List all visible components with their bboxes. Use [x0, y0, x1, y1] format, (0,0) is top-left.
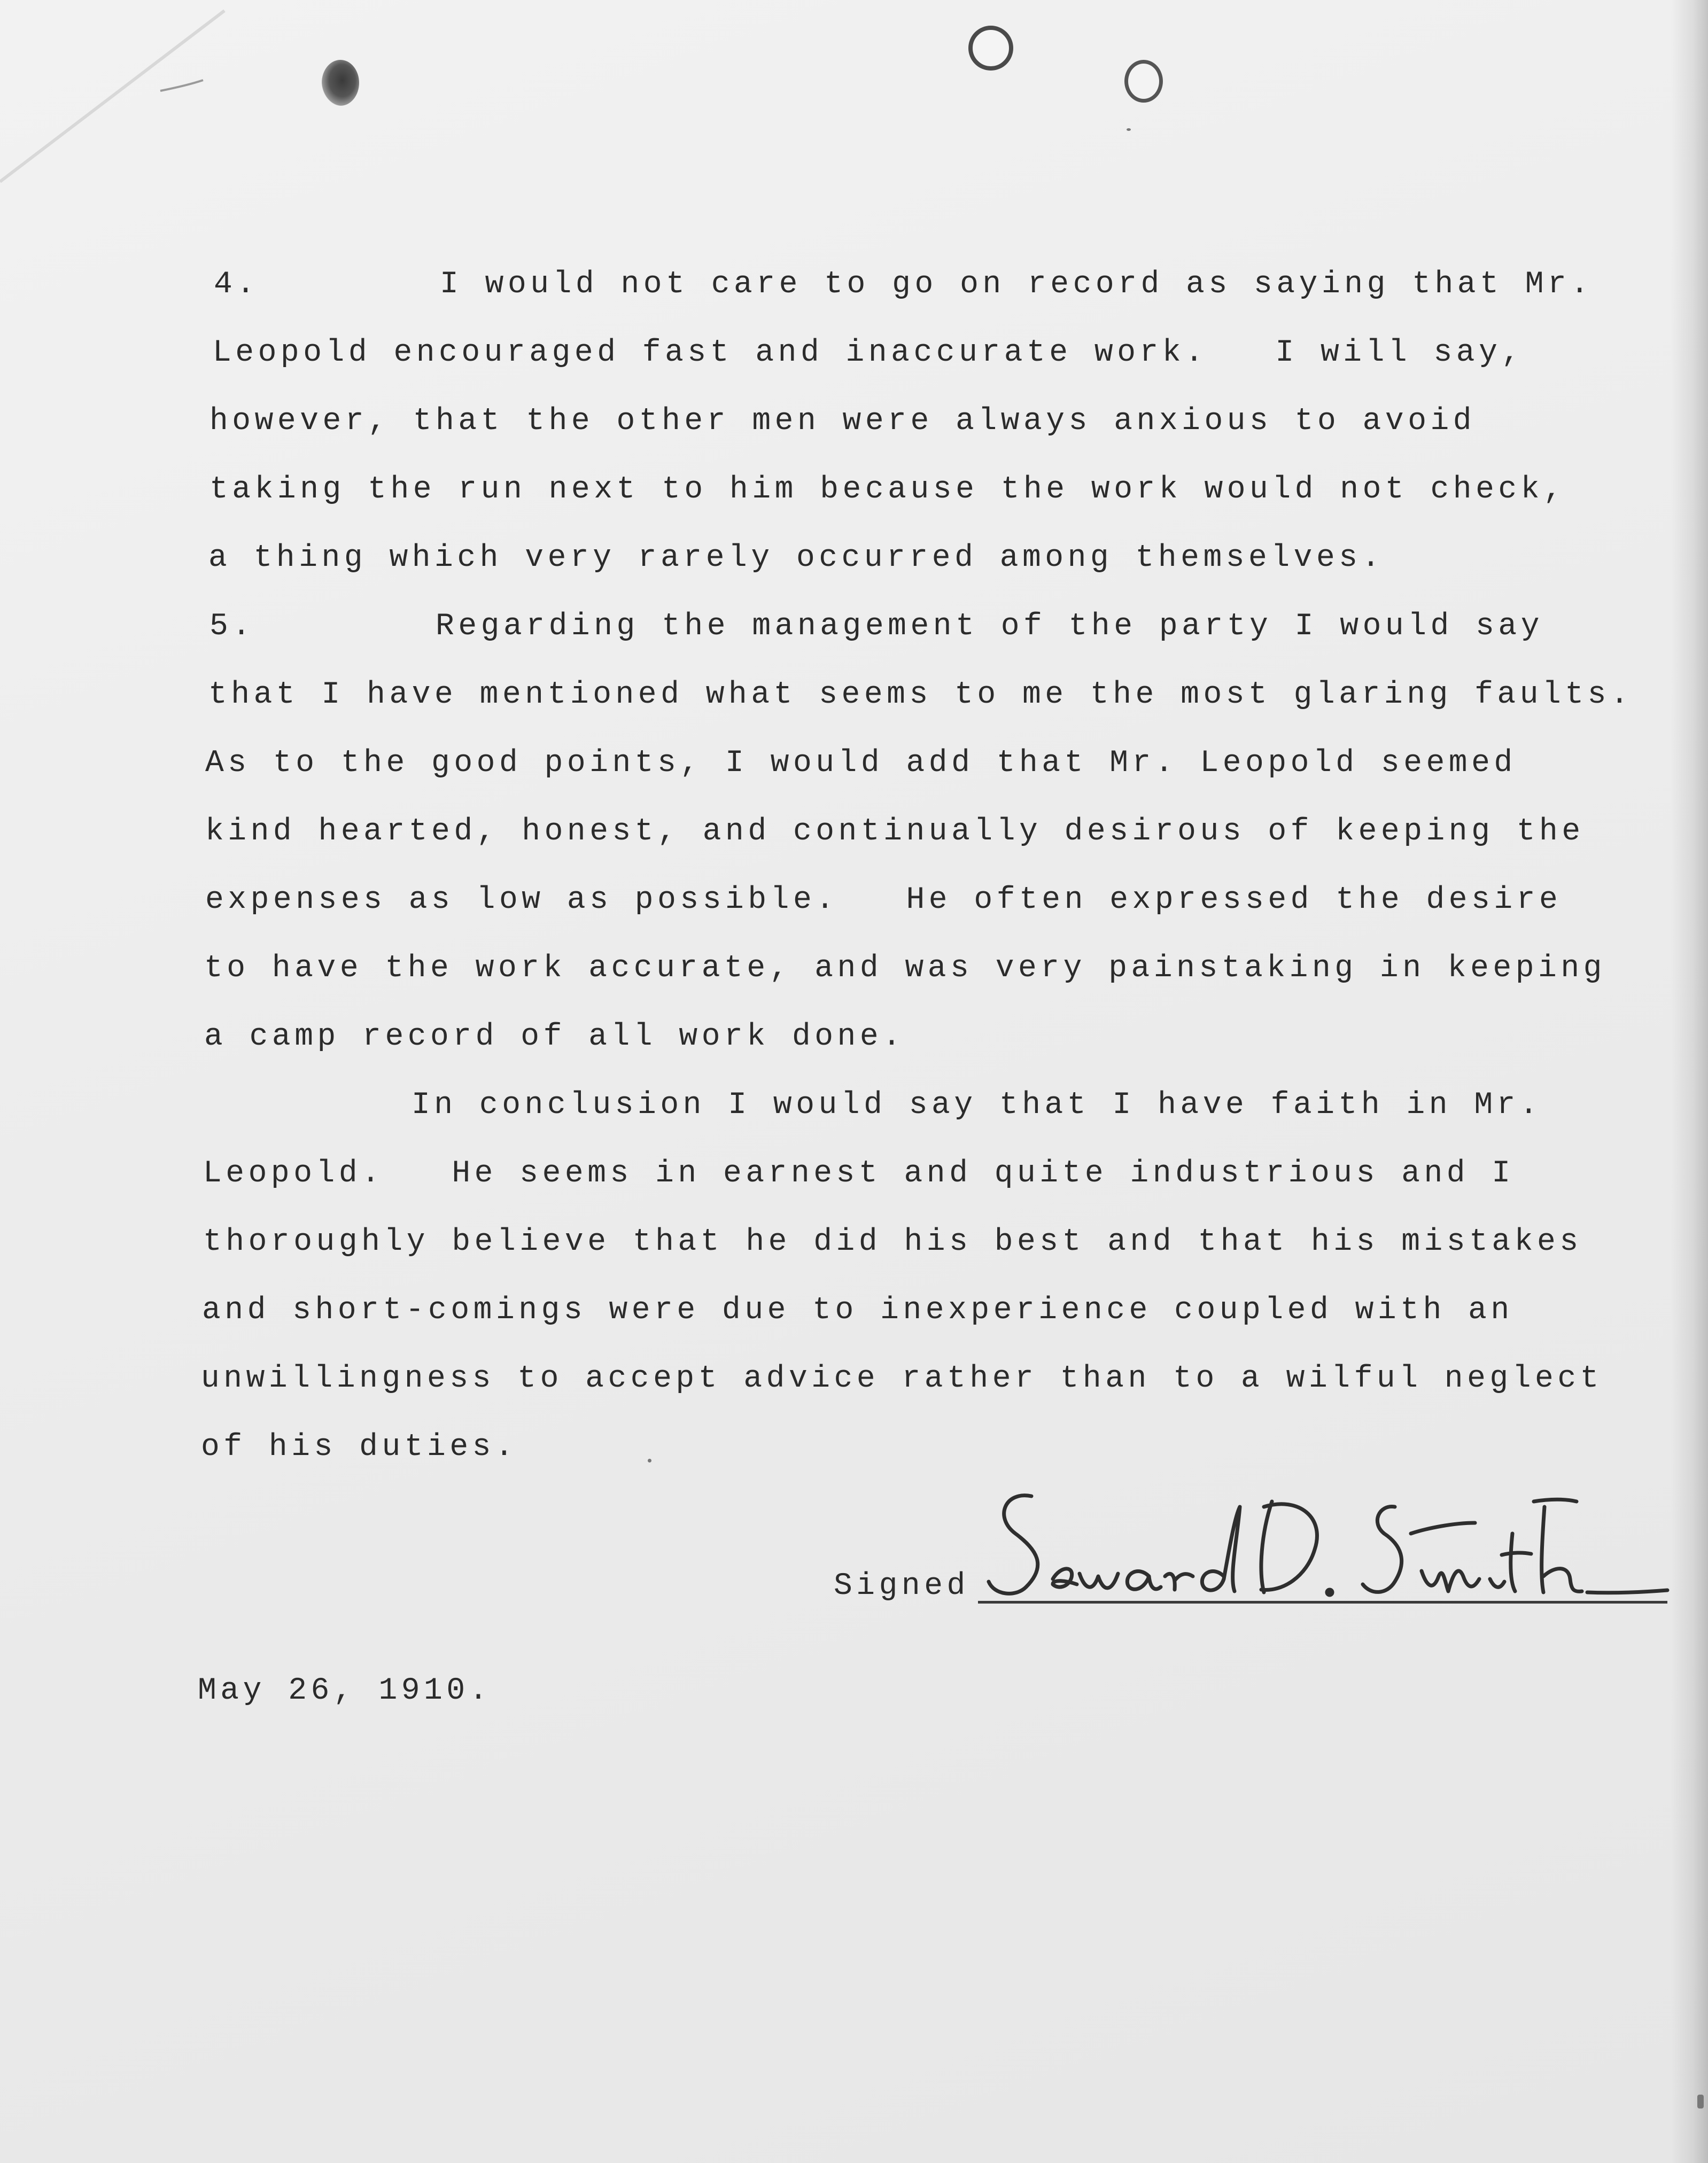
body-line: In conclusion I would say that I have faith in Mr. [412, 1088, 1542, 1123]
paper-speck [648, 1459, 651, 1462]
punch-hole [1124, 60, 1163, 103]
body-line: however, that the other men were always anxious to avoid [209, 404, 1476, 439]
paper-speck [1127, 128, 1131, 131]
body-line: 5. Regarding the management of the party I would say [209, 609, 1544, 644]
body-line: to have the work accurate, and was very painstaking in keeping [204, 951, 1606, 986]
punch-hole [968, 26, 1013, 71]
body-line: unwillingness to accept advice rather than to a wilful neglect [201, 1361, 1603, 1396]
signature-line [978, 1601, 1667, 1604]
body-line: a thing which very rarely occurred among themselves. [208, 541, 1384, 575]
body-line: As to the good points, I would add that Mr. Leopold seemed [205, 746, 1517, 781]
body-line: and short-comings were due to inexperience coupled with an [202, 1293, 1513, 1328]
signed-label: Signed [834, 1569, 969, 1604]
handwritten-signature [973, 1485, 1673, 1624]
body-line: Leopold encouraged fast and inaccurate work. I will say, [213, 336, 1524, 370]
body-line: kind hearted, honest, and continually desirous of keeping the [205, 814, 1585, 849]
paper-speck [1697, 2095, 1704, 2108]
body-line: taking the run next to him because the work would not check, [209, 472, 1566, 507]
body-line: expenses as low as possible. He often expressed the desire [205, 883, 1562, 917]
body-line: that I have mentioned what seems to me the most glaring faults. [208, 678, 1633, 712]
body-line: a camp record of all work done. [204, 1020, 905, 1054]
body-line: thoroughly believe that he did his best and that his mistakes [203, 1225, 1582, 1259]
body-line: of his duties. [201, 1430, 518, 1465]
punch-hole [322, 60, 359, 106]
letter-date: May 26, 1910. [198, 1674, 492, 1708]
body-line: Leopold. He seems in earnest and quite industrious and I [203, 1156, 1515, 1191]
body-line: 4. I would not care to go on record as saying that Mr. [214, 267, 1593, 302]
